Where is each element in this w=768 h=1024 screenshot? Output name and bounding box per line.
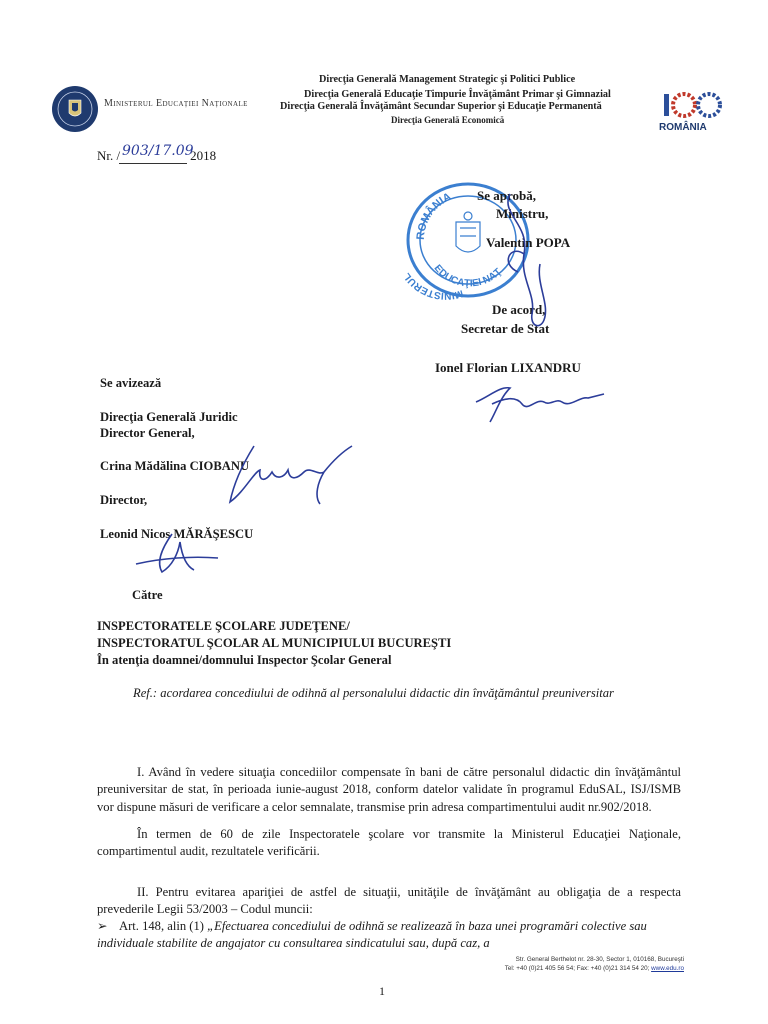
director-general-title: Director General,	[100, 426, 195, 440]
endorsement-label: Se avizează	[100, 376, 162, 390]
approval-label: Se aprobă,	[477, 188, 536, 203]
article-reference: Art. 148, alin (1)	[119, 919, 204, 933]
secretary-title: Secretar de Stat	[461, 321, 550, 336]
recipient-line: INSPECTORATELE ŞCOLARE JUDEŢENE/	[97, 619, 350, 633]
legal-directorate: Direcţia Generală Juridic	[100, 410, 238, 424]
department-secondary-education: Direcţia Generală Învăţământ Secundar Superior şi Educaţie Permanentă	[280, 101, 602, 112]
footer-contact	[420, 956, 684, 973]
registration-underline	[119, 163, 187, 164]
recipient-line: În atenţia doamnei/domnului Inspector Şcolar General	[97, 653, 392, 667]
minister-title: Ministru,	[496, 206, 549, 221]
department-strategic-management: Direcţia Generală Management Strategic şi Politici Publice	[319, 74, 576, 85]
director-title: Director,	[100, 493, 148, 507]
director-general-signature	[214, 442, 360, 520]
footer-phone-fax: Tel: +40 (0)21 405 56 54; Fax: +40 (0)21 314 54 20;	[504, 964, 650, 972]
recipients-label: Către	[132, 588, 163, 602]
recipient-line: INSPECTORATUL ŞCOLAR AL MUNICIPIULUI BUCUREŞTI	[97, 636, 452, 650]
centenary-label: ROMÂNIA	[659, 122, 707, 133]
department-economic: Direcţia Generală Economică	[391, 115, 505, 125]
department-early-education: Direcţia Generală Educaţie Timpurie Învăţământ Primar şi Gimnazial	[304, 89, 611, 100]
paragraph-deadline: În termen de 60 de zile Inspectoratele şcolare vor transmite la Ministerul Educaţiei Naţionale, compartimentul audit, rezultatele verificării.	[97, 827, 681, 859]
paragraph-section-one: I. Având în vedere situaţia concediilor compensate în bani de către personalul didactic din învăţământul preuniversitar de stat, în perioada iunie-august 2018, conform datelor validate în programul EduSAL, ISJ/ISMB vor dispune măsuri de verificare a celor semnalate, transmise prin adresa compartimentului audit nr.902/2018.	[97, 765, 681, 814]
director-name: Leonid Nicos MĂRĂŞESCU	[100, 527, 254, 541]
recipients-block	[97, 618, 451, 669]
ministry-name: Ministerul Educației Naționale	[104, 98, 248, 109]
page-number: 1	[379, 984, 385, 998]
reference-label: Ref.:	[133, 686, 158, 700]
registration-year: 2018	[190, 148, 217, 163]
minister-name: Valentin POPA	[486, 235, 571, 250]
director-signature	[132, 528, 222, 586]
reference-text: acordarea concediului de odihnă al personalului didactic din învăţământul preuniversitar	[160, 686, 614, 700]
agreement-label: De acord,	[492, 302, 546, 317]
paragraph-section-two: II. Pentru evitarea apariţiei de astfel de situaţii, unităţile de învăţământ au obligaţia de a respecta prevederile Legii 53/2003 – Codul muncii:	[97, 885, 681, 917]
reference-line	[133, 686, 614, 701]
footer-website-link[interactable]: www.edu.ro	[651, 964, 684, 972]
ministry-coat-of-arms-logo	[52, 86, 98, 132]
registration-handwritten: 903/17.09	[122, 143, 194, 159]
director-general-name: Crina Mădălina CIOBANU	[100, 459, 250, 473]
legal-article-bullet	[97, 918, 681, 953]
arrow-bullet-icon: ➢	[97, 919, 108, 933]
footer-address: Str. General Berthelot nr. 28-30, Sector 1, 010168, Bucureşti	[515, 956, 684, 963]
stamp-text-top: ROMÂNIA	[414, 190, 454, 241]
secretary-signature	[470, 376, 610, 428]
registration-prefix: Nr. /	[97, 148, 121, 163]
minister-signature	[440, 184, 560, 334]
stamp-text-left: MINISTERUL	[401, 270, 465, 302]
secretary-name: Ionel Florian LIXANDRU	[435, 360, 581, 375]
stamp-text-bottom: EDUCAŢIEI NAŢ	[431, 262, 504, 290]
article-quote: „Efectuarea concediului de odihnă se realizează în baza unei programări colective sau individuale stabilite de angajator cu consultarea sindicatului sau, după caz, a	[97, 919, 647, 951]
